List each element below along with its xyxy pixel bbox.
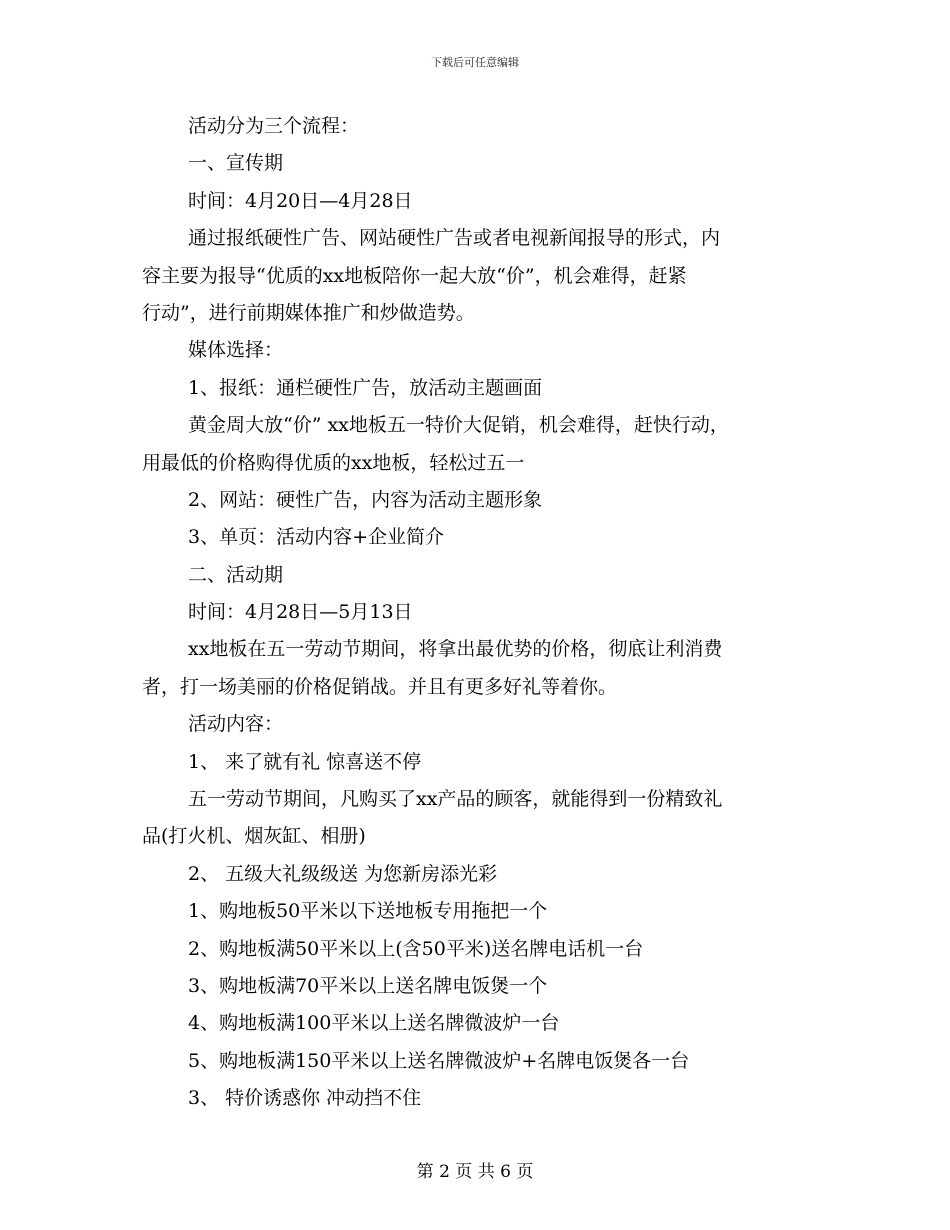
body-line: 黄金周大放“价” xx地板五一特价大促销，机会难得，赶快行动，	[188, 414, 729, 437]
body-line: 时间：4月20日—4月28日	[188, 189, 413, 212]
body-line: 行动”，进行前期媒体推广和炒做造势。	[142, 301, 475, 324]
body-line: 品(打火机、烟灰缸、相册)	[142, 825, 366, 848]
body-line: 者，打一场美丽的价格促销战。并且有更多好礼等着你。	[142, 675, 618, 698]
body-line: 活动内容：	[188, 713, 284, 736]
body-line: 二、活动期	[188, 563, 284, 586]
body-line: 1、 来了就有礼 惊喜送不停	[188, 750, 422, 773]
body-line: 2、网站：硬性广告，内容为活动主题形象	[188, 488, 543, 511]
body-line: 活动分为三个流程：	[188, 115, 360, 137]
body-line: 1、购地板50平米以下送地板专用拖把一个	[188, 900, 548, 923]
body-line: xx地板在五一劳动节期间，将拿出最优势的价格，彻底让利消费	[188, 638, 723, 661]
body-line: 容主要为报导“优质的xx地板陪你一起大放“价”，机会难得，赶紧	[142, 264, 687, 287]
body-line: 一、宣传期	[188, 152, 284, 175]
body-line: 2、购地板满50平米以上(含50平米)送名牌电话机一台	[188, 937, 644, 960]
body-line: 2、 五级大礼级级送 为您新房添光彩	[188, 862, 498, 885]
body-line: 通过报纸硬性广告、网站硬性广告或者电视新闻报导的形式，内	[188, 227, 721, 250]
body-line: 3、单页：活动内容+企业简介	[188, 526, 445, 549]
body-line: 5、购地板满150平米以上送名牌微波炉+名牌电饭煲各一台	[188, 1049, 690, 1072]
document-body	[142, 108, 832, 1118]
body-line: 3、 特价诱惑你 冲动挡不住	[188, 1087, 422, 1110]
page-header-note: 下载后可任意编辑	[431, 56, 519, 69]
body-line: 4、购地板满100平米以上送名牌微波炉一台	[188, 1012, 560, 1035]
body-line: 时间：4月28日—5月13日	[188, 601, 413, 624]
body-line: 用最低的价格购得优质的xx地板，轻松过五一	[142, 451, 525, 474]
body-line: 3、购地板满70平米以上送名牌电饭煲一个	[188, 974, 548, 997]
body-line: 五一劳动节期间，凡购买了xx产品的顾客，就能得到一份精致礼	[188, 788, 723, 811]
page-number-footer: 第 2 页 共 6 页	[416, 1162, 534, 1182]
body-line: 媒体选择：	[188, 339, 284, 362]
body-line: 1、报纸：通栏硬性广告，放活动主题画面	[188, 376, 543, 399]
